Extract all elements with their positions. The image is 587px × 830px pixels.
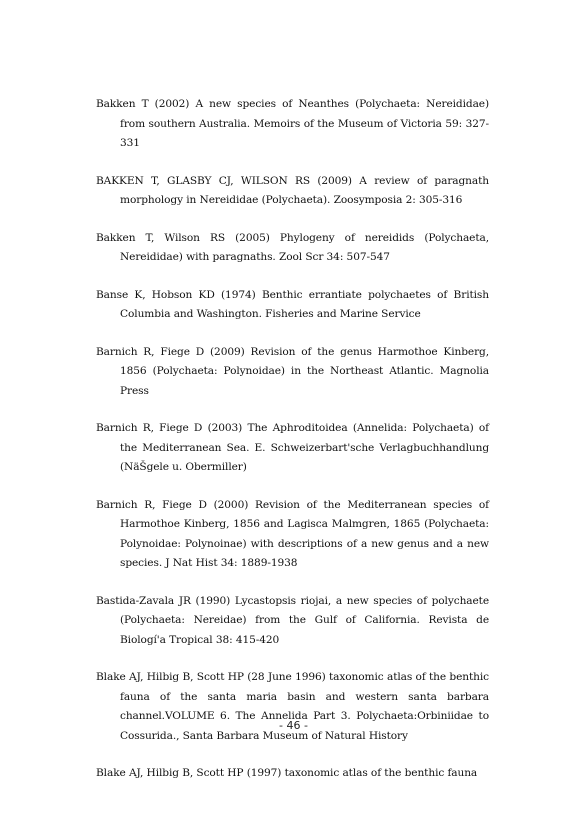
reference-entry: Banse K, Hobson KD (1974) Benthic errantiate polychaetes of British Columbia and Washington. Fisheries and Marine Service — [96, 288, 489, 320]
reference-entry: Barnich R, Fiege D (2000) Revision of the Mediterranean species of Harmothoe Kinberg, 1856 and Lagisca Malmgren, 1865 (Polychaeta: Polynoidae: Polynoinae) with descriptions of a new genus and a new species. J Nat Hist 34: 1889-1938 — [96, 498, 489, 569]
reference-entry: Bakken T (2002) A new species of Neanthes (Polychaeta: Nereididae) from southern Australia. Memoirs of the Museum of Victoria 59: 327-331 — [96, 98, 489, 149]
reference-entry: Barnich R, Fiege D (2003) The Aphroditoidea (Annelida: Polychaeta) of the Mediterranean Sea. E. Schweizerbart'sche Verlagbuchhandlung (NäŠgele u. Obermiller) — [96, 422, 489, 473]
reference-entry: Blake AJ, Hilbig B, Scott HP (28 June 1996) taxonomic atlas of the benthic fauna of the santa maria basin and western santa barbara channel.VOLUME 6. The Annelida Part 3. Polychaeta:Orbiniidae to Cossurida., Santa Barbara Museum of Natural History — [96, 671, 489, 742]
page-number: - 46 - — [279, 719, 308, 732]
reference-list — [96, 95, 489, 784]
reference-entry: Bastida-Zavala JR (1990) Lycastopsis riojai, a new species of polychaete (Polychaeta: Nereidae) from the Gulf of California. Revista de Biologí'a Tropical 38: 415-420 — [96, 594, 489, 646]
reference-entry: BAKKEN T, GLASBY CJ, WILSON RS (2009) A review of paragnath morphology in Nereididae (Polychaeta). Zoosymposia 2: 305-316 — [96, 174, 489, 206]
reference-entry: Bakken T, Wilson RS (2005) Phylogeny of nereidids (Polychaeta, Nereididae) with paragnaths. Zool Scr 34: 507-547 — [96, 231, 489, 263]
reference-entry: Blake AJ, Hilbig B, Scott HP (1997) taxonomic atlas of the benthic fauna — [96, 767, 478, 779]
reference-entry: Barnich R, Fiege D (2009) Revision of the genus Harmothoe Kinberg, 1856 (Polychaeta: Polynoidae) in the Northeast Atlantic. Magnolia Press — [96, 345, 489, 397]
